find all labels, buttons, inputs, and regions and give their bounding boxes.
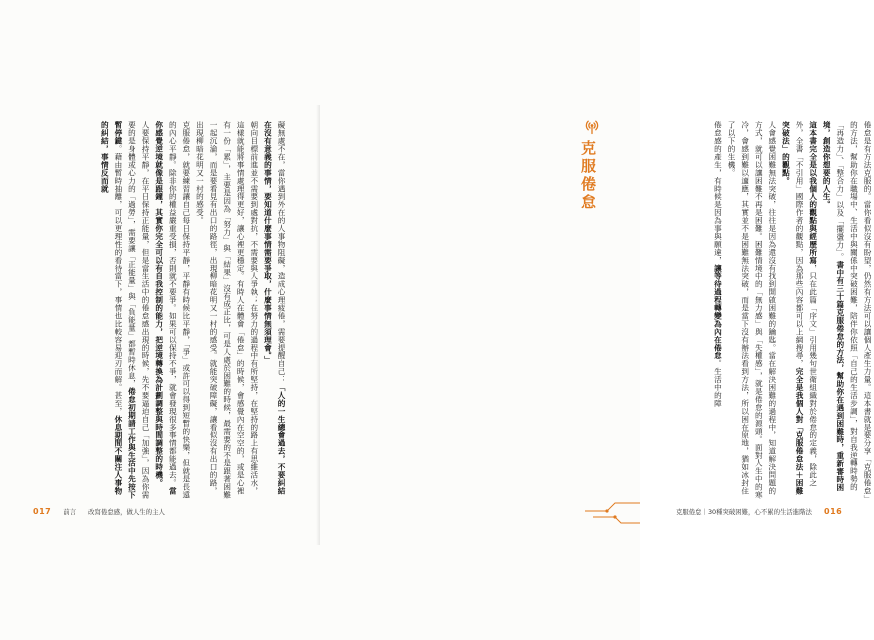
chapter-heading — [572, 118, 608, 278]
left-page — [0, 0, 320, 640]
left-page-number: 017 — [33, 507, 52, 516]
circuit-decoration — [585, 497, 640, 527]
right-page — [320, 0, 872, 640]
signal-tower-icon — [584, 118, 600, 134]
right-page-number: 016 — [824, 507, 843, 516]
right-page-footer — [676, 507, 842, 516]
left-page-footer — [33, 507, 165, 516]
left-footer-title: 改寫倦怠感，做人生的主人 — [88, 508, 165, 516]
right-footer-title: 克服倦怠｜30種突破困難，心不累的生活進階法 — [676, 508, 812, 516]
chapter-title: 克服倦怠 — [579, 140, 597, 212]
left-footer-section: 前言 — [63, 508, 77, 516]
left-page-body: 礙無處不在，當你遇到外在的人事物阻礙，造成心理疲倦，需要提醒自己：「人的一生總會過去，不要糾結在沒有意義的事情，要知道什麼事情需要爭取，什麼事情無須理會。」 朝向目標前進並不需要到處對抗，不需要與人爭執；在努力的過程中有所堅持，在堅持的路上有思維活水，這樣就能將事情處理得更好，讓心裡更穩定。有時人在體會「倦怠」的時候，會感覺內在空空的，或是心裡有一份「累」，主要是因為「努力」與「結果」沒有成正比，可是人處於困難的時候，最需要的不是跟著困難一起沉淪，而是要看見有出口的路徑，出現柳暗花明又一村的感受。就能突破障礙，讓看似沒有出口的路，出現柳暗花明又一村的感受。 克服倦怠，就要練習讓自己每日保持平靜，平靜有時候比平靜，「爭」或許可以得到短暫的快樂，但就是長遠的內心平靜。除非你的權益嚴重受損，否則就不要爭。如果可以保持不爭，就會發現很多事情都能過去。當你感覺逆境就像是跟鐘，其實你完全可以有自我控制的能力，把逆境轉換為計劃調整與時間調整的時機。 人要保持平靜，在平日保持正能量，但是當生活中的倦怠感出現的時候，先不要逼迫自己「加強」，因為你需要的是身體或心力的「過勞」，需要讓「正能量」與「負能量」都暫時休息，倦怠初期請工作與生活中先按下暫停鍵。藉由暫時抽離，可以更理性的看待當下，事情也比較容易迎刃而解。甚至，休息期間不關注人事物的糾結，事情反而就 — [100, 121, 286, 499]
right-page-body: 倦怠是有方法克服的。當你看似沒有盼望，仍然有方法可以讓個人產生力量。這本書就是要分享「克服倦怠」的方法，幫助你在職場中、生活中與關係中突破困難，陪伴你依照「自己的生活步調」，對自我逆轉時勢的「再造力」、「整合力」以及「擺盪力」。書中有三十篇克服倦怠的方法，幫助你在遇到困難時，重新審時困境，創造你想要的人生。 這本書完全是以我個人的觀點與經歷所寫，只在此篇「序文」引用幾句世衛組織對於倦怠的定義，除此之外，全書「不引用」國際作者的觀點，因為那些內容都可以上網搜尋，完全是我個人對「克服倦怠法＋困難突破法」的觀點。 人會感覺困難無法突破，往往是因為還沒有找到開啟困難的鑰匙。當在解決困難的過程中，知道解決問題的方式，就可以讓困難不再是困難。困難情境中的「無力感」與「失權感」，就是倦怠的源頭。面對人生中的寒冷，會感到難以適應，其實並不是困難無法突破，而是當下沒有辦法看到方法，所以困在原地，猶如冰封住了以下的生機。 倦怠感的產生，有時候是因為事與願違，讓等待過程轉變為內在倦怠。生活中的障 — [713, 121, 872, 499]
